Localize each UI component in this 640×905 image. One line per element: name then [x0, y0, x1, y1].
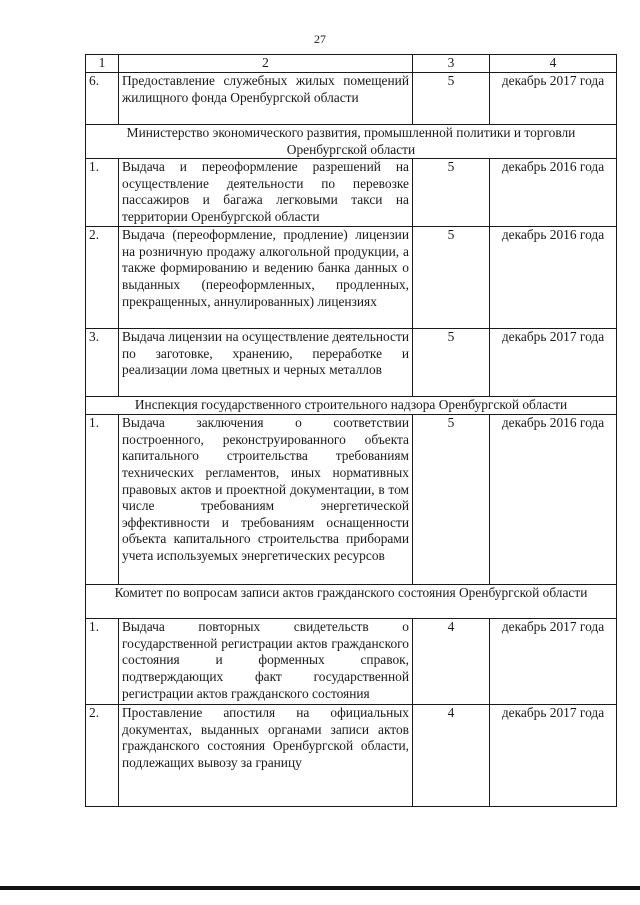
form-value: 4 [413, 705, 490, 807]
table-row [86, 73, 617, 125]
table-header-row [86, 55, 617, 73]
form-value: 5 [413, 227, 490, 329]
deadline: декабрь 2017 года [490, 619, 617, 705]
table-row [86, 329, 617, 397]
service-description: Предоставление служебных жилых помещений жилищного фонда Оренбургской области [119, 73, 413, 125]
service-description: Выдача (переоформление, продление) лицензии на розничную продажу алкогольной продукции, а также формированию и ведению банка данных о выданных (переоформленных, продленных, прекращенных, аннулированных) лицензиях [119, 227, 413, 329]
table-row [86, 705, 617, 807]
row-number: 1. [86, 159, 119, 227]
section-title: Министерство экономического развития, промышленной политики и торговли Оренбургской области [86, 125, 617, 159]
form-value: 5 [413, 73, 490, 125]
deadline: декабрь 2016 года [490, 227, 617, 329]
row-number: 1. [86, 415, 119, 585]
section-row [86, 125, 617, 159]
form-value: 4 [413, 619, 490, 705]
table-row [86, 619, 617, 705]
row-number: 3. [86, 329, 119, 397]
row-number: 2. [86, 227, 119, 329]
section-title: Комитет по вопросам записи актов гражданского состояния Оренбургской области [86, 585, 617, 619]
form-value: 5 [413, 329, 490, 397]
service-description: Проставление апостиля на официальных документах, выданных органами записи актов гражданского состояния Оренбургской области, подлежащих вывозу за границу [119, 705, 413, 807]
section-row [86, 585, 617, 619]
header-cell-1: 1 [86, 55, 119, 73]
footer-rule [0, 886, 640, 890]
service-description: Выдача заключения о соответствии построенного, реконструированного объекта капитального строительства требованиям технических регламентов, иных нормативных правовых актов и проектной документации, в том числе требованиям энергетической эффективности и требованиям оснащенности объекта капитального строительства приборами учета используемых энергетических ресурсов [119, 415, 413, 585]
section-title: Инспекция государственного строительного надзора Оренбургской области [86, 397, 617, 415]
deadline: декабрь 2016 года [490, 159, 617, 227]
service-description: Выдача повторных свидетельств о государственной регистрации актов гражданского состояния и форменных справок, подтверждающих факт государственной регистрации актов гражданского состояния [119, 619, 413, 705]
deadline: декабрь 2017 года [490, 329, 617, 397]
deadline: декабрь 2017 года [490, 705, 617, 807]
row-number: 6. [86, 73, 119, 125]
deadline: декабрь 2016 года [490, 415, 617, 585]
table-row [86, 415, 617, 585]
table-row [86, 159, 617, 227]
services-table [85, 54, 617, 807]
page-number: 27 [314, 32, 326, 46]
row-number: 2. [86, 705, 119, 807]
form-value: 5 [413, 159, 490, 227]
header-cell-4: 4 [490, 55, 617, 73]
service-description: Выдача и переоформление разрешений на осуществление деятельности по перевозке пассажиров и багажа легковыми такси на территории Оренбургской области [119, 159, 413, 227]
service-description: Выдача лицензии на осуществление деятельности по заготовке, хранению, переработке и реализации лома цветных и черных металлов [119, 329, 413, 397]
header-cell-2: 2 [119, 55, 413, 73]
form-value: 5 [413, 415, 490, 585]
row-number: 1. [86, 619, 119, 705]
section-row [86, 397, 617, 415]
deadline: декабрь 2017 года [490, 73, 617, 125]
header-cell-3: 3 [413, 55, 490, 73]
table-row [86, 227, 617, 329]
